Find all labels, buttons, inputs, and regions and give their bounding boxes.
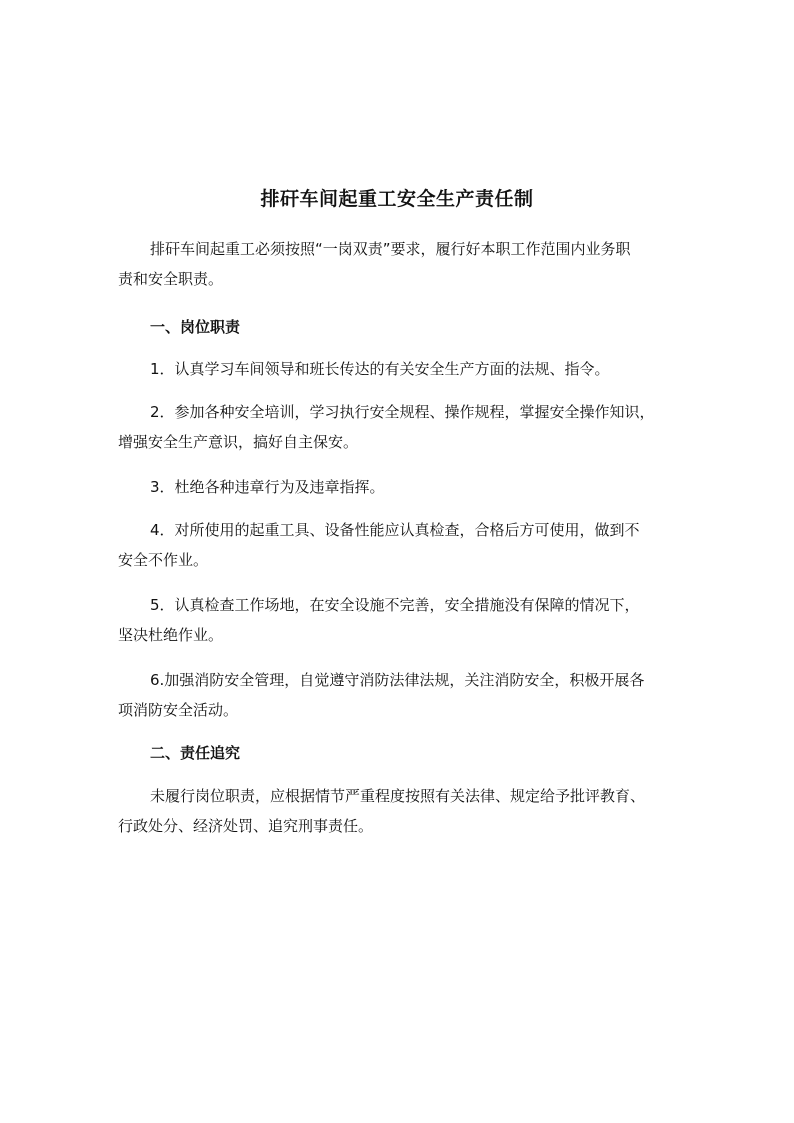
duty-item-2 xyxy=(118,397,690,457)
duty-item-4 xyxy=(118,515,690,575)
duty-item-6-line-2: 项消防安全活动。 xyxy=(118,701,239,719)
duty-item-5 xyxy=(118,590,690,650)
intro-line-2: 责和安全职责。 xyxy=(118,270,224,288)
duty-item-1 xyxy=(118,354,690,384)
duty-item-3-line-1: 3．杜绝各种违章行为及违章指挥。 xyxy=(150,478,385,496)
duty-item-5-line-2: 坚决杜绝作业。 xyxy=(118,626,224,644)
intro-paragraph xyxy=(118,234,690,294)
duty-item-6 xyxy=(118,665,690,725)
duty-item-4-line-1: 4．对所使用的起重工具、设备性能应认真检查，合格后方可使用，做到不 xyxy=(150,521,640,539)
accountability-paragraph xyxy=(118,781,690,841)
section-heading-duties xyxy=(118,312,690,342)
duty-item-2-line-1: 2．参加各种安全培训，学习执行安全规程、操作规程，掌握安全操作知识， xyxy=(150,403,655,421)
accountability-line-1: 未履行岗位职责，应根据情节严重程度按照有关法律、规定给予批评教育、 xyxy=(150,787,646,805)
duty-item-3 xyxy=(118,472,690,502)
accountability-line-2: 行政处分、经济处罚、追究刑事责任。 xyxy=(118,817,374,835)
section-2-heading: 二、责任追究 xyxy=(150,744,241,762)
intro-line-1: 排矸车间起重工必须按照“一岗双责”要求，履行好本职工作范围内业务职 xyxy=(150,240,631,258)
section-heading-accountability xyxy=(118,738,690,768)
duty-item-2-line-2: 增强安全生产意识，搞好自主保安。 xyxy=(118,433,359,451)
duty-item-4-line-2: 安全不作业。 xyxy=(118,551,209,569)
section-1-heading: 一、岗位职责 xyxy=(150,318,241,336)
document-title: 排矸车间起重工安全生产责任制 xyxy=(260,188,534,210)
duty-item-1-line-1: 1．认真学习车间领导和班长传达的有关安全生产方面的法规、指令。 xyxy=(150,360,610,378)
duty-item-6-line-1: 6.加强消防安全管理，自觉遵守消防法律法规，关注消防安全，积极开展各 xyxy=(150,671,645,689)
duty-item-5-line-1: 5．认真检查工作场地，在安全设施不完善，安全措施没有保障的情况下， xyxy=(150,596,640,614)
